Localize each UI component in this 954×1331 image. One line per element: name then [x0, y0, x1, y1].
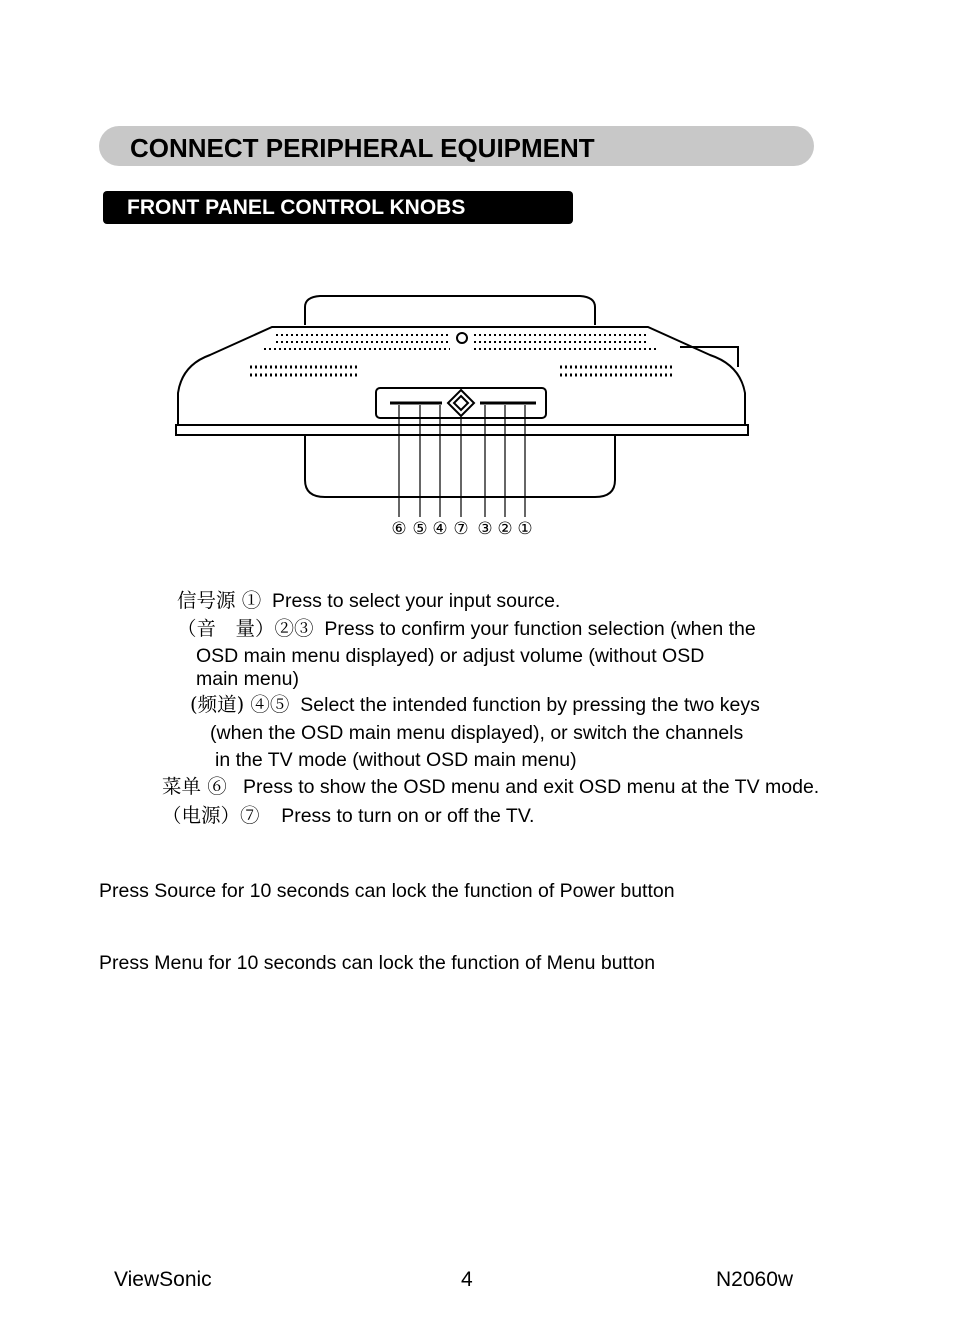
note-source-lock: Press Source for 10 seconds can lock the function of Power button — [99, 880, 675, 902]
subsection-title: FRONT PANEL CONTROL KNOBS — [127, 196, 466, 219]
control-volume — [177, 617, 756, 641]
section-header — [99, 126, 814, 166]
control-volume-text: Press to confirm your function selection (when the — [324, 618, 756, 640]
control-source — [177, 589, 560, 613]
subsection-header — [103, 191, 573, 224]
control-channel-cont2: in the TV mode (without OSD main menu) — [215, 749, 577, 771]
callout-3: ③ — [477, 519, 493, 539]
control-channel-key: (频道) ④⑤ — [190, 693, 290, 716]
callout-5: ⑤ — [412, 519, 428, 539]
control-power-key: （电源）⑦ — [162, 804, 260, 827]
tv-top-view-diagram — [160, 285, 760, 545]
control-channel — [190, 693, 760, 717]
control-power — [162, 804, 534, 828]
control-source-key: 信号源 ① — [177, 589, 262, 612]
section-title: CONNECT PERIPHERAL EQUIPMENT — [130, 133, 595, 163]
callout-1: ① — [517, 519, 533, 539]
control-volume-cont1: OSD main menu displayed) or adjust volume (without OSD — [196, 645, 705, 667]
control-menu-key: 菜单 ⑥ — [162, 775, 227, 798]
note-menu-lock: Press Menu for 10 seconds can lock the function of Menu button — [99, 952, 656, 974]
callout-4: ④ — [432, 519, 448, 539]
control-channel-text: Select the intended function by pressing the two keys — [300, 694, 760, 716]
callout-6: ⑥ — [391, 519, 407, 539]
control-menu-text: Press to show the OSD menu and exit OSD menu at the TV mode. — [242, 776, 820, 798]
control-menu — [162, 775, 819, 799]
control-volume-key: （音 量）②③ — [177, 617, 314, 640]
control-source-text: Press to select your input source. — [272, 590, 561, 612]
callout-7: ⑦ — [453, 519, 469, 539]
footer-page-number: 4 — [461, 1268, 473, 1291]
control-volume-cont2: main menu) — [196, 668, 299, 690]
control-power-text: Press to turn on or off the TV. — [281, 805, 535, 827]
footer-model: N2060w — [716, 1268, 794, 1291]
control-channel-cont1: (when the OSD main menu displayed), or switch the channels — [210, 722, 744, 744]
callout-2: ② — [497, 519, 513, 539]
footer-brand: ViewSonic — [114, 1268, 212, 1291]
